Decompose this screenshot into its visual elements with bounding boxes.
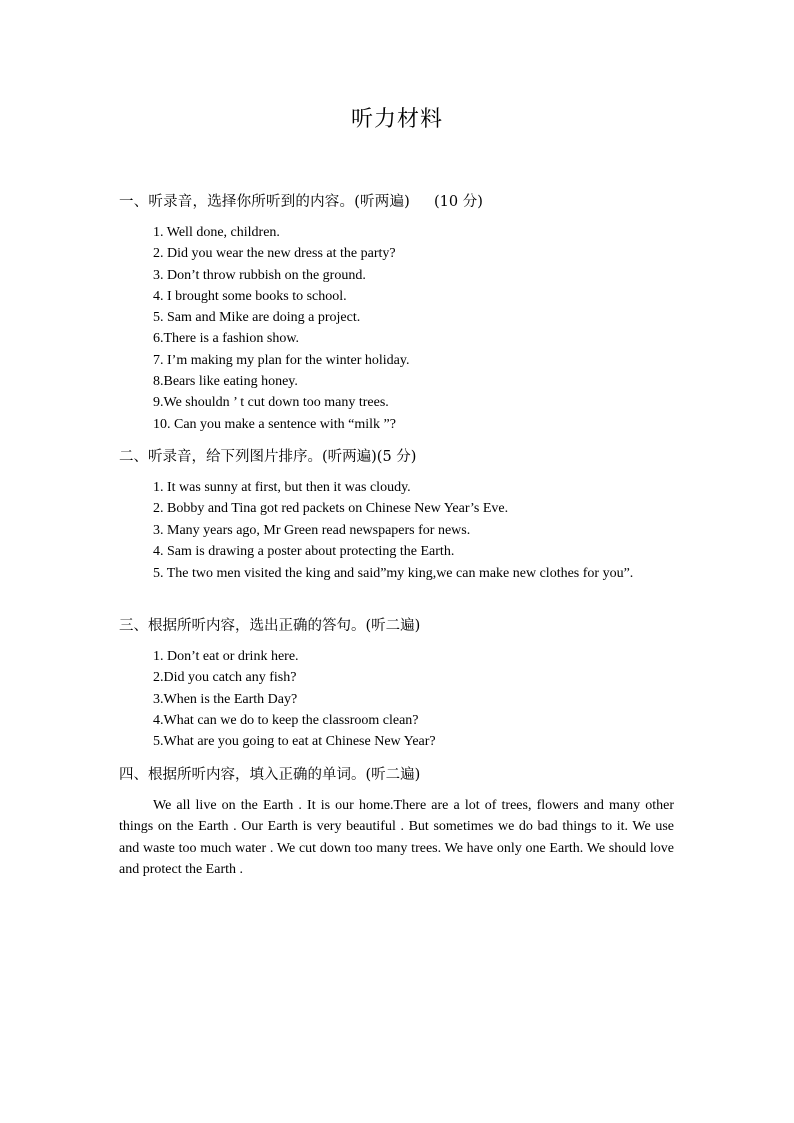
list-item: 5.What are you going to eat at Chinese New Year?	[153, 734, 436, 750]
list-item: 1. Well done, children.	[153, 225, 280, 240]
section-2-list	[153, 477, 508, 562]
list-item: 3.When is the Earth Day?	[153, 691, 298, 707]
list-item: 6.There is a fashion show.	[153, 331, 300, 347]
section-4-heading: 四、根据所听内容，填入正确的单词。(听二遍)	[119, 767, 421, 783]
section-2-heading: 二、听录音，给下列图片排序。(听两遍)(5 分)	[119, 449, 417, 465]
list-item: 8.Bears like eating honey.	[153, 374, 298, 390]
section-2-item-5: 5. The two men visited the king and said”my king,we can make new clothes for you”.	[153, 566, 634, 581]
section-1-list	[153, 222, 409, 435]
list-item: 2.Did you catch any fish?	[153, 670, 297, 686]
list-item: 1. It was sunny at first, but then it was cloudy.	[153, 480, 411, 495]
list-item: 1. Don’t eat or drink here.	[153, 649, 299, 664]
section-1-heading-text: 一、听录音，选择你所听到的内容。(听两遍)	[119, 194, 411, 210]
list-item: 7. I’m making my plan for the winter holiday.	[153, 352, 410, 368]
list-item: 2. Did you wear the new dress at the party?	[153, 246, 396, 262]
page-title: 听力材料	[350, 107, 443, 132]
section-4-passage: We all live on the Earth . It is our home.There are a lot of trees, flowers and many other things on the Earth . Our Earth is very beautiful . But sometimes we do bad things to it. We use and waste too much water . We cut down too many trees. We have only one Earth. We should love and protect the Earth .	[119, 798, 674, 877]
list-item: 4.What can we do to keep the classroom clean?	[153, 712, 419, 728]
list-item: 10. Can you make a sentence with “milk ”?	[153, 416, 396, 432]
section-3-list	[153, 646, 436, 752]
list-item: 4. I brought some books to school.	[153, 288, 347, 304]
list-item: 2. Bobby and Tina got red packets on Chinese New Year’s Eve.	[153, 501, 509, 517]
section-3-heading: 三、根据所听内容，选出正确的答句。(听二遍)	[119, 618, 421, 634]
list-item: 3. Don’t throw rubbish on the ground.	[153, 267, 366, 283]
list-item: 5. Sam and Mike are doing a project.	[153, 310, 361, 326]
list-item: 9.We shouldn ’ t cut down too many trees.	[153, 395, 389, 411]
list-item: 4. Sam is drawing a poster about protecting the Earth.	[153, 543, 455, 559]
section-1-heading	[119, 190, 483, 211]
list-item: 3. Many years ago, Mr Green read newspapers for news.	[153, 522, 471, 538]
section-1-score: (10 分)	[434, 194, 483, 210]
